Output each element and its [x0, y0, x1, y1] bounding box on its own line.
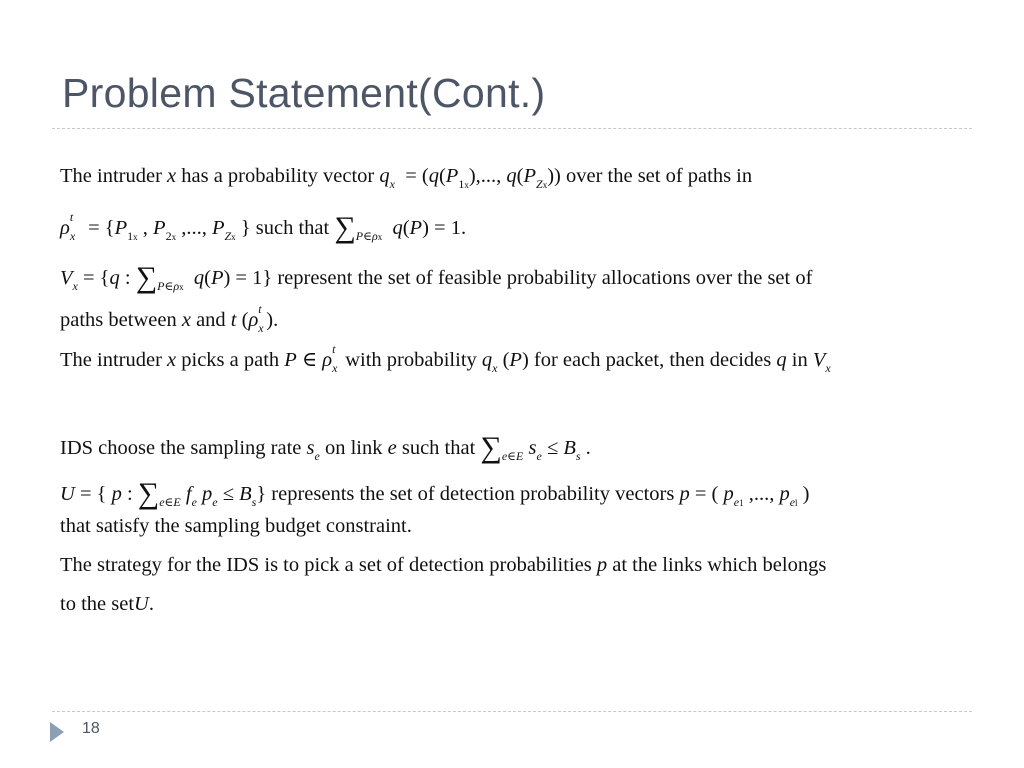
math-p: p	[596, 554, 608, 576]
text-segment: IDS choose the sampling rate	[60, 437, 302, 459]
text-segment: The strategy for the IDS is to pick a set of detection probabilities	[60, 554, 592, 576]
text-segment: picks a path	[181, 349, 280, 371]
footer-divider	[52, 711, 972, 712]
text-segment: and	[196, 309, 226, 331]
math-q-vector: $q_x$	[379, 165, 395, 191]
math-U-definition: U = { p : $\sum_{e\in E}$ $f_e$ $p_e \le B_s$}	[60, 477, 267, 510]
text-line-9	[60, 555, 826, 576]
text-segment: on link	[324, 437, 383, 459]
math-path-set: = {$P_{1x}$ , $P_{2x}$ ,..., $P_{Zx}$ }	[82, 217, 251, 243]
slide-title: Problem Statement(Cont.)	[62, 70, 546, 116]
text-segment: paths between	[60, 309, 177, 331]
math-Vx-definition: $V_x = \{q$ : $\sum_{P\in\rho x}$ q(P) = 1}	[60, 261, 273, 294]
text-line-6	[60, 430, 591, 464]
math-sum-q: $\sum_{P\in\rho x}$ q(P) = 1.	[334, 211, 467, 244]
math-e: e	[387, 437, 397, 459]
text-segment: The intruder	[60, 165, 162, 187]
text-segment: The intruder	[60, 349, 162, 371]
text-line-10: to the setU.	[60, 593, 154, 615]
text-line-4	[60, 302, 279, 335]
text-line-7	[60, 476, 810, 510]
title-divider	[52, 128, 972, 129]
math-qx-P: $q_x$ (P)	[481, 349, 529, 375]
math-x: x	[167, 349, 177, 371]
triangle-bullet-icon	[50, 722, 64, 742]
text-segment: at the links which belongs	[612, 554, 827, 576]
text-line-1	[60, 165, 753, 191]
text-line-3	[60, 260, 813, 294]
math-U: U	[134, 593, 149, 615]
page-number: 18	[82, 720, 100, 737]
text-segment: such that	[401, 437, 476, 459]
text-line-8	[60, 516, 412, 537]
text-segment: that satisfy the sampling budget constraint.	[60, 515, 412, 537]
text-segment: has a probability vector	[181, 165, 375, 187]
math-p-vector: p = ( $p_{e1}$ ,..., $p_{el}$ )	[679, 483, 810, 509]
math-rho-set: ρ t x	[60, 210, 76, 243]
text-segment: such that	[255, 217, 330, 239]
text-segment: represent the set of feasible probability allocations over the set of	[277, 267, 813, 289]
math-se: $s_e$	[306, 437, 320, 463]
math-P-in-rho: P ∈ ρ t x	[284, 342, 338, 375]
text-line-5	[60, 342, 831, 375]
text-segment: with probability	[345, 349, 477, 371]
text-segment: represents the set of detection probability vectors	[271, 483, 675, 505]
text-segment: for each packet, then decides	[533, 349, 772, 371]
math-x: x	[181, 309, 191, 331]
math-t-rho: t (ρ t x ).	[230, 302, 279, 335]
text-segment: over the set of paths in	[565, 165, 753, 187]
text-segment: to the set	[60, 593, 135, 615]
math-sum-se: $\sum_{e\in E}$ $s_e \le B_s$ .	[480, 431, 591, 464]
math-Vx: $V_x$	[812, 349, 831, 375]
math-q-definition: = ($q(P_{1x})$,..., $q(P_{Zx})$)	[400, 165, 561, 191]
math-q: q	[776, 349, 787, 371]
text-line-2	[60, 210, 467, 244]
math-x: x	[167, 165, 177, 187]
text-segment: in	[791, 349, 808, 371]
